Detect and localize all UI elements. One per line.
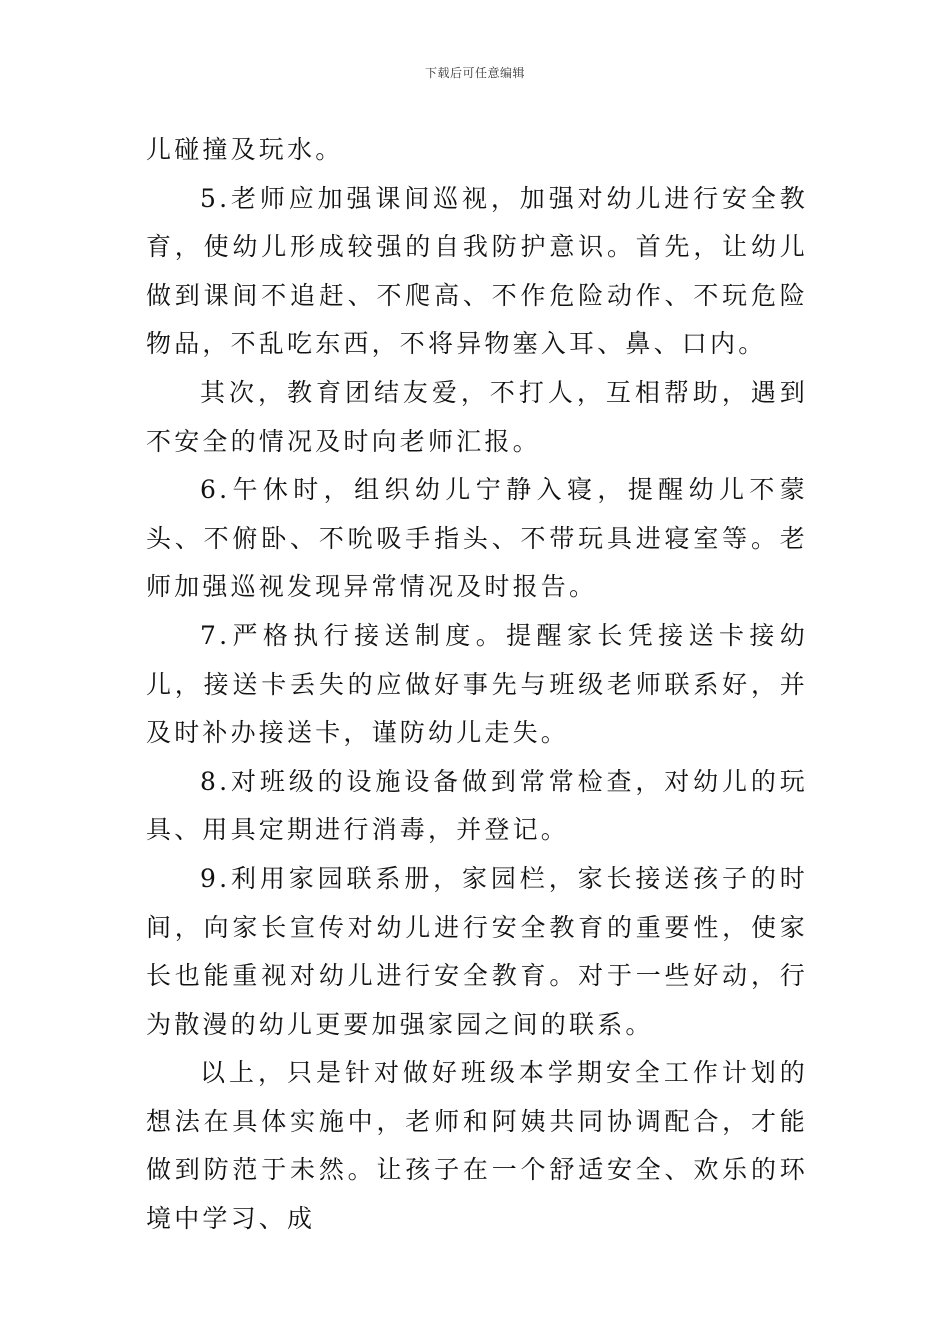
paragraph-conclusion: 以上，只是针对做好班级本学期安全工作计划的想法在具体实施中，老师和阿姨共同协调配合，才能做到防范于未然。让孩子在一个舒适安全、欢乐的环境中学习、成 [146, 1058, 808, 1234]
paragraph-item-8: 8.对班级的设施设备做到常常检查，对幼儿的玩具、用具定期进行消毒，并登记。 [146, 766, 808, 845]
paragraph-item-7: 7.严格执行接送制度。提醒家长凭接送卡接幼儿，接送卡丢失的应做好事先与班级老师联系好，并及时补办接送卡，谨防幼儿走失。 [146, 620, 808, 748]
paragraph-secondly: 其次，教育团结友爱，不打人，互相帮助，遇到不安全的情况及时向老师汇报。 [146, 377, 808, 456]
paragraph-item-9: 9.利用家园联系册，家园栏，家长接送孩子的时间，向家长宣传对幼儿进行安全教育的重要性，使家长也能重视对幼儿进行安全教育。对于一些好动，行为散漫的幼儿更要加强家园之间的联系。 [146, 863, 808, 1039]
document-body [146, 126, 808, 1244]
paragraph-item-5: 5.老师应加强课间巡视，加强对幼儿进行安全教育，使幼儿形成较强的自我防护意识。首先，让幼儿做到课间不追赶、不爬高、不作危险动作、不玩危险物品，不乱吃东西，不将异物塞入耳、鼻、口内。 [146, 183, 808, 359]
page-header: 下载后可任意编辑 [424, 66, 525, 80]
paragraph-continuation: 儿碰撞及玩水。 [146, 135, 344, 164]
paragraph-item-6: 6.午休时，组织幼儿宁静入寝，提醒幼儿不蒙头、不俯卧、不吮吸手指头、不带玩具进寝室等。老师加强巡视发现异常情况及时报告。 [146, 475, 808, 602]
